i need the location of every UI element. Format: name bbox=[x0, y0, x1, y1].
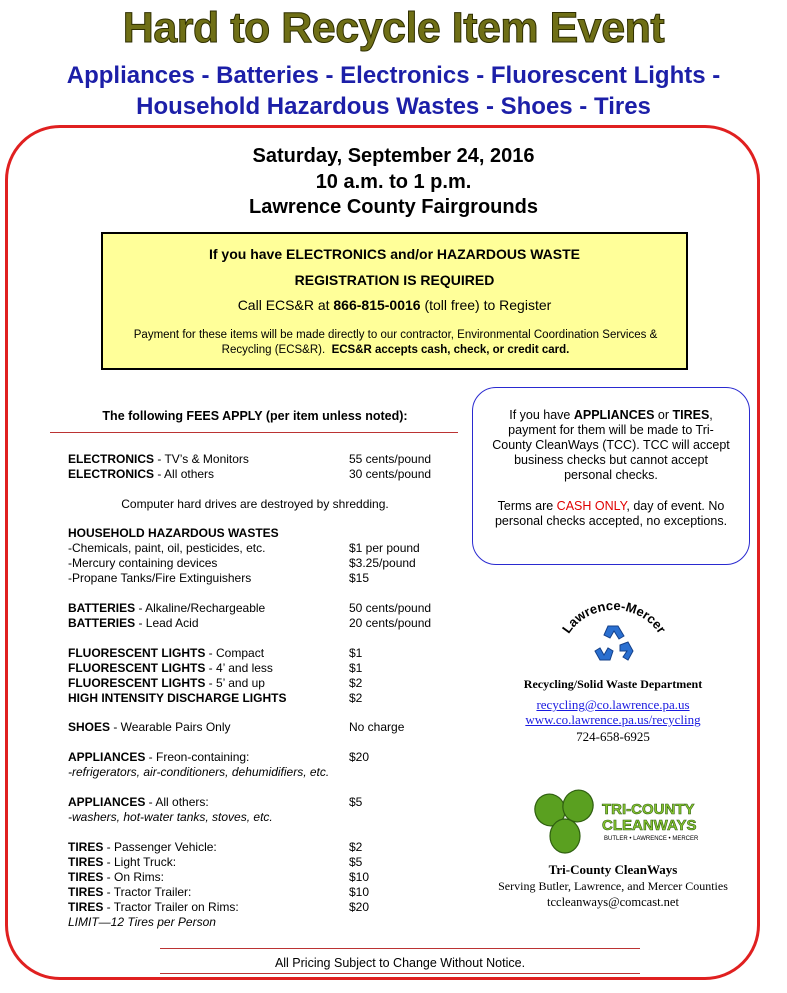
tcc-payment-box bbox=[472, 387, 750, 565]
fee-price: $15 bbox=[349, 571, 370, 585]
text: TIRES bbox=[672, 408, 710, 422]
footer-divider-top bbox=[160, 948, 640, 949]
fee-price: $1 per pound bbox=[349, 541, 420, 555]
text: , payment for them will be made to Tri-County CleanWays (TCC). TCC will accept business checks but cannot accept personal checks. bbox=[492, 408, 730, 482]
fee-price: $2 bbox=[349, 840, 363, 854]
registration-phone: 866-815-0016 bbox=[333, 297, 421, 313]
logo-arc-text: Lawrence-Mercer bbox=[558, 597, 670, 636]
fee-desc: - All others bbox=[154, 467, 215, 481]
fee-price: $10 bbox=[349, 870, 370, 884]
tire-limit: LIMIT—12 Tires per Person bbox=[68, 915, 216, 929]
fee-row bbox=[68, 870, 468, 885]
page-title: Hard to Recycle Item Event bbox=[122, 4, 665, 52]
text: Terms are bbox=[497, 499, 557, 513]
registration-box bbox=[101, 232, 688, 370]
fee-row bbox=[68, 900, 468, 915]
fee-note: -washers, hot-water tanks, stoves, etc. bbox=[68, 810, 273, 824]
footer-note: All Pricing Subject to Change Without Notice. bbox=[274, 956, 526, 970]
registration-call bbox=[103, 297, 686, 313]
lm-department: Recycling/Solid Waste Department bbox=[523, 677, 703, 691]
payment-note bbox=[123, 328, 668, 358]
fee-price: 20 cents/pound bbox=[349, 616, 432, 630]
fee-row bbox=[68, 556, 468, 571]
logo-line-1: TRI-COUNTY bbox=[602, 801, 695, 818]
fee-desc: -Propane Tanks/Fire Extinguishers bbox=[68, 571, 252, 585]
lm-phone: 724-658-6925 bbox=[576, 729, 650, 744]
fee-desc: - Alkaline/Rechargeable bbox=[135, 601, 266, 615]
fee-price: $2 bbox=[349, 691, 363, 705]
fee-heading-row bbox=[68, 526, 468, 541]
fee-category: TIRES bbox=[68, 900, 104, 914]
fee-desc: - TV’s & Monitors bbox=[154, 452, 249, 466]
fee-category: HOUSEHOLD HAZARDOUS WASTES bbox=[68, 526, 279, 540]
fee-price: No charge bbox=[349, 720, 405, 734]
lm-website-link[interactable]: www.co.lawrence.pa.us/recycling bbox=[525, 712, 701, 727]
fee-row bbox=[68, 840, 468, 855]
fee-price: $5 bbox=[349, 795, 363, 809]
payment-text: Payment for these items will be made directly to our contractor, Environmental Coordination Services & Recycling (ECS&R). bbox=[133, 329, 658, 356]
fee-category: TIRES bbox=[68, 840, 104, 854]
fee-price: 55 cents/pound bbox=[349, 452, 432, 466]
fees-heading: The following FEES APPLY (per item unless noted): bbox=[102, 409, 408, 423]
fee-desc: - All others: bbox=[145, 795, 209, 809]
text: , day of event. No personal checks accepted, no exceptions. bbox=[494, 499, 728, 528]
fee-price: 30 cents/pound bbox=[349, 467, 432, 481]
hard-drive-note: Computer hard drives are destroyed by shredding. bbox=[121, 497, 389, 511]
fee-category: APPLIANCES bbox=[68, 795, 146, 809]
fee-category: BATTERIES bbox=[68, 601, 136, 615]
fee-row bbox=[68, 720, 468, 735]
tcc-name: Tri-County CleanWays bbox=[548, 862, 678, 877]
fee-category: SHOES bbox=[68, 720, 111, 734]
fee-row bbox=[68, 750, 468, 765]
fee-category: FLUORESCENT LIGHTS bbox=[68, 676, 206, 690]
fee-price: $5 bbox=[349, 855, 363, 869]
fee-desc: - Lead Acid bbox=[135, 616, 199, 630]
fee-desc: - On Rims: bbox=[103, 870, 165, 884]
payment-accepted: ECS&R accepts cash, check, or credit card. bbox=[331, 344, 570, 356]
fee-row bbox=[68, 676, 468, 691]
tri-county-cleanways-logo bbox=[528, 788, 708, 856]
leaf-icon bbox=[530, 788, 597, 853]
fee-price: $2 bbox=[349, 676, 363, 690]
fee-desc: -Mercury containing devices bbox=[68, 556, 218, 570]
fee-row bbox=[68, 601, 468, 616]
fee-desc: - Wearable Pairs Only bbox=[110, 720, 231, 734]
fee-row bbox=[68, 467, 468, 482]
fee-category: TIRES bbox=[68, 885, 104, 899]
fee-row bbox=[68, 541, 468, 556]
logo-line-2: CLEANWAYS bbox=[602, 817, 697, 834]
fee-row bbox=[68, 885, 468, 900]
text: If you have bbox=[509, 408, 574, 422]
registration-line-1: If you have ELECTRONICS and/or HAZARDOUS WASTE bbox=[208, 246, 581, 262]
fee-price: $20 bbox=[349, 750, 370, 764]
fee-row bbox=[68, 661, 468, 676]
fee-desc: - Freon-containing: bbox=[145, 750, 250, 764]
event-date: Saturday, September 24, 2016 bbox=[252, 145, 535, 167]
fee-category: TIRES bbox=[68, 870, 104, 884]
event-location: Lawrence County Fairgrounds bbox=[249, 196, 538, 218]
fee-category: ELECTRONICS bbox=[68, 452, 155, 466]
logo-line-3: BUTLER • LAWRENCE • MERCER bbox=[604, 836, 699, 842]
tcc-serving: Serving Butler, Lawrence, and Mercer Counties bbox=[498, 879, 728, 893]
text: or bbox=[654, 408, 673, 422]
registration-required: REGISTRATION IS REQUIRED bbox=[294, 272, 495, 288]
fee-price: $1 bbox=[349, 661, 363, 675]
fee-category: ELECTRONICS bbox=[68, 467, 155, 481]
fee-desc: - 4’ and less bbox=[205, 661, 273, 675]
fee-row bbox=[68, 646, 468, 661]
lawrence-mercer-logo bbox=[548, 596, 678, 676]
fee-category: TIRES bbox=[68, 855, 104, 869]
fee-category: BATTERIES bbox=[68, 616, 136, 630]
call-prefix: Call ECS&R at bbox=[237, 297, 334, 313]
call-suffix: (toll free) to Register bbox=[420, 297, 552, 313]
fee-row bbox=[68, 795, 468, 810]
fee-category: APPLIANCES bbox=[68, 750, 146, 764]
tcc-payment-text bbox=[473, 408, 749, 483]
fee-desc: - Tractor Trailer on Rims: bbox=[103, 900, 239, 914]
fee-desc: - Compact bbox=[205, 646, 265, 660]
fee-desc: - 5’ and up bbox=[205, 676, 265, 690]
fee-price: $1 bbox=[349, 646, 363, 660]
fee-note: -refrigerators, air-conditioners, dehumidifiers, etc. bbox=[68, 765, 330, 779]
fee-desc: - Tractor Trailer: bbox=[103, 885, 192, 899]
fees-divider bbox=[50, 432, 458, 433]
fee-price: $10 bbox=[349, 885, 370, 899]
subtitle-line-2: Household Hazardous Wastes - Shoes - Tires bbox=[136, 93, 651, 120]
fee-price: 50 cents/pound bbox=[349, 601, 432, 615]
text: APPLIANCES bbox=[573, 408, 655, 422]
cash-only: CASH ONLY bbox=[556, 499, 627, 513]
fee-row bbox=[68, 616, 468, 631]
recycle-icon bbox=[595, 626, 633, 660]
fee-desc: - Light Truck: bbox=[103, 855, 177, 869]
fee-row bbox=[68, 571, 468, 586]
subtitle-line-1: Appliances - Batteries - Electronics - Fluorescent Lights - bbox=[66, 62, 721, 89]
fee-category: FLUORESCENT LIGHTS bbox=[68, 646, 206, 660]
fee-row bbox=[68, 855, 468, 870]
fee-price: $20 bbox=[349, 900, 370, 914]
footer-divider-bottom bbox=[160, 973, 640, 974]
tcc-email: tccleanways@comcast.net bbox=[547, 895, 679, 909]
fee-category: HIGH INTENSITY DISCHARGE LIGHTS bbox=[68, 691, 287, 705]
tcc-terms-text bbox=[473, 483, 749, 529]
fee-price: $3.25/pound bbox=[349, 556, 416, 570]
fee-row bbox=[68, 691, 468, 706]
fee-desc: - Passenger Vehicle: bbox=[103, 840, 217, 854]
fee-desc: -Chemicals, paint, oil, pesticides, etc. bbox=[68, 541, 266, 555]
event-time: 10 a.m. to 1 p.m. bbox=[315, 171, 472, 193]
lm-email-link[interactable]: recycling@co.lawrence.pa.us bbox=[536, 697, 690, 712]
fee-category: FLUORESCENT LIGHTS bbox=[68, 661, 206, 675]
fee-row bbox=[68, 452, 468, 467]
